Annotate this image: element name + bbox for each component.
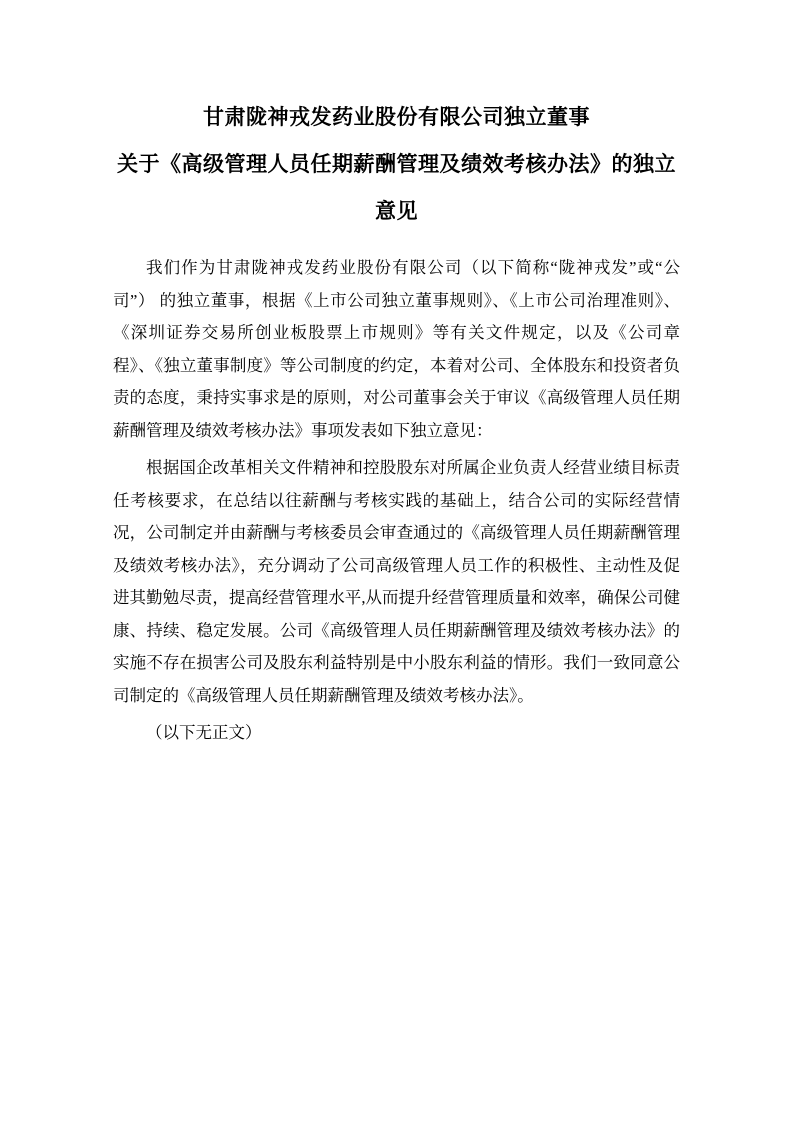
closing-no-text-line: （以下无正文）	[146, 723, 262, 742]
document-title-line-3: 意见	[375, 199, 418, 223]
document-title-line-2: 关于《高级管理人员任期薪酬管理及绩效考核办法》的独立	[117, 152, 676, 176]
document-title	[113, 94, 680, 235]
body-paragraph-2: 根据国企改革相关文件精神和控股股东对所属企业负责人经营业绩目标责任考核要求，在总结以往薪酬与考核实践的基础上，结合公司的实际经营情况，公司制定并由薪酬与考核委员会审查通过的《高级管理人员任期薪酬管理及绩效考核办法》，充分调动了公司高级管理人员工作的积极性、主动性及促进其勤勉尽责，提高经营管理水平,从而提升经营管理质量和效率，确保公司健康、持续、稳定发展。公司《高级管理人员任期薪酬管理及绩效考核办法》的实施不存在损害公司及股东利益特别是中小股东利益的情形。我们一致同意公司制定的《高级管理人员任期薪酬管理及绩效考核办法》。	[113, 458, 680, 705]
body-paragraph-1: 我们作为甘肃陇神戎发药业股份有限公司（以下简称“陇神戎发”或“公司”） 的独立董事，根据《上市公司独立董事规则》、《上市公司治理准则》、《深圳证券交易所创业板股票上市规则》等有关文件规定，以及《公司章程》、《独立董事制度》等公司制度的约定，本着对公司、全体股东和投资者负责的态度，秉持实事求是的原则，对公司董事会关于审议《高级管理人员任期薪酬管理及绩效考核办法》事项发表如下独立意见：	[113, 258, 680, 440]
document-body	[113, 252, 680, 750]
document-title-line-1: 甘肃陇神戎发药业股份有限公司独立董事	[203, 105, 590, 129]
